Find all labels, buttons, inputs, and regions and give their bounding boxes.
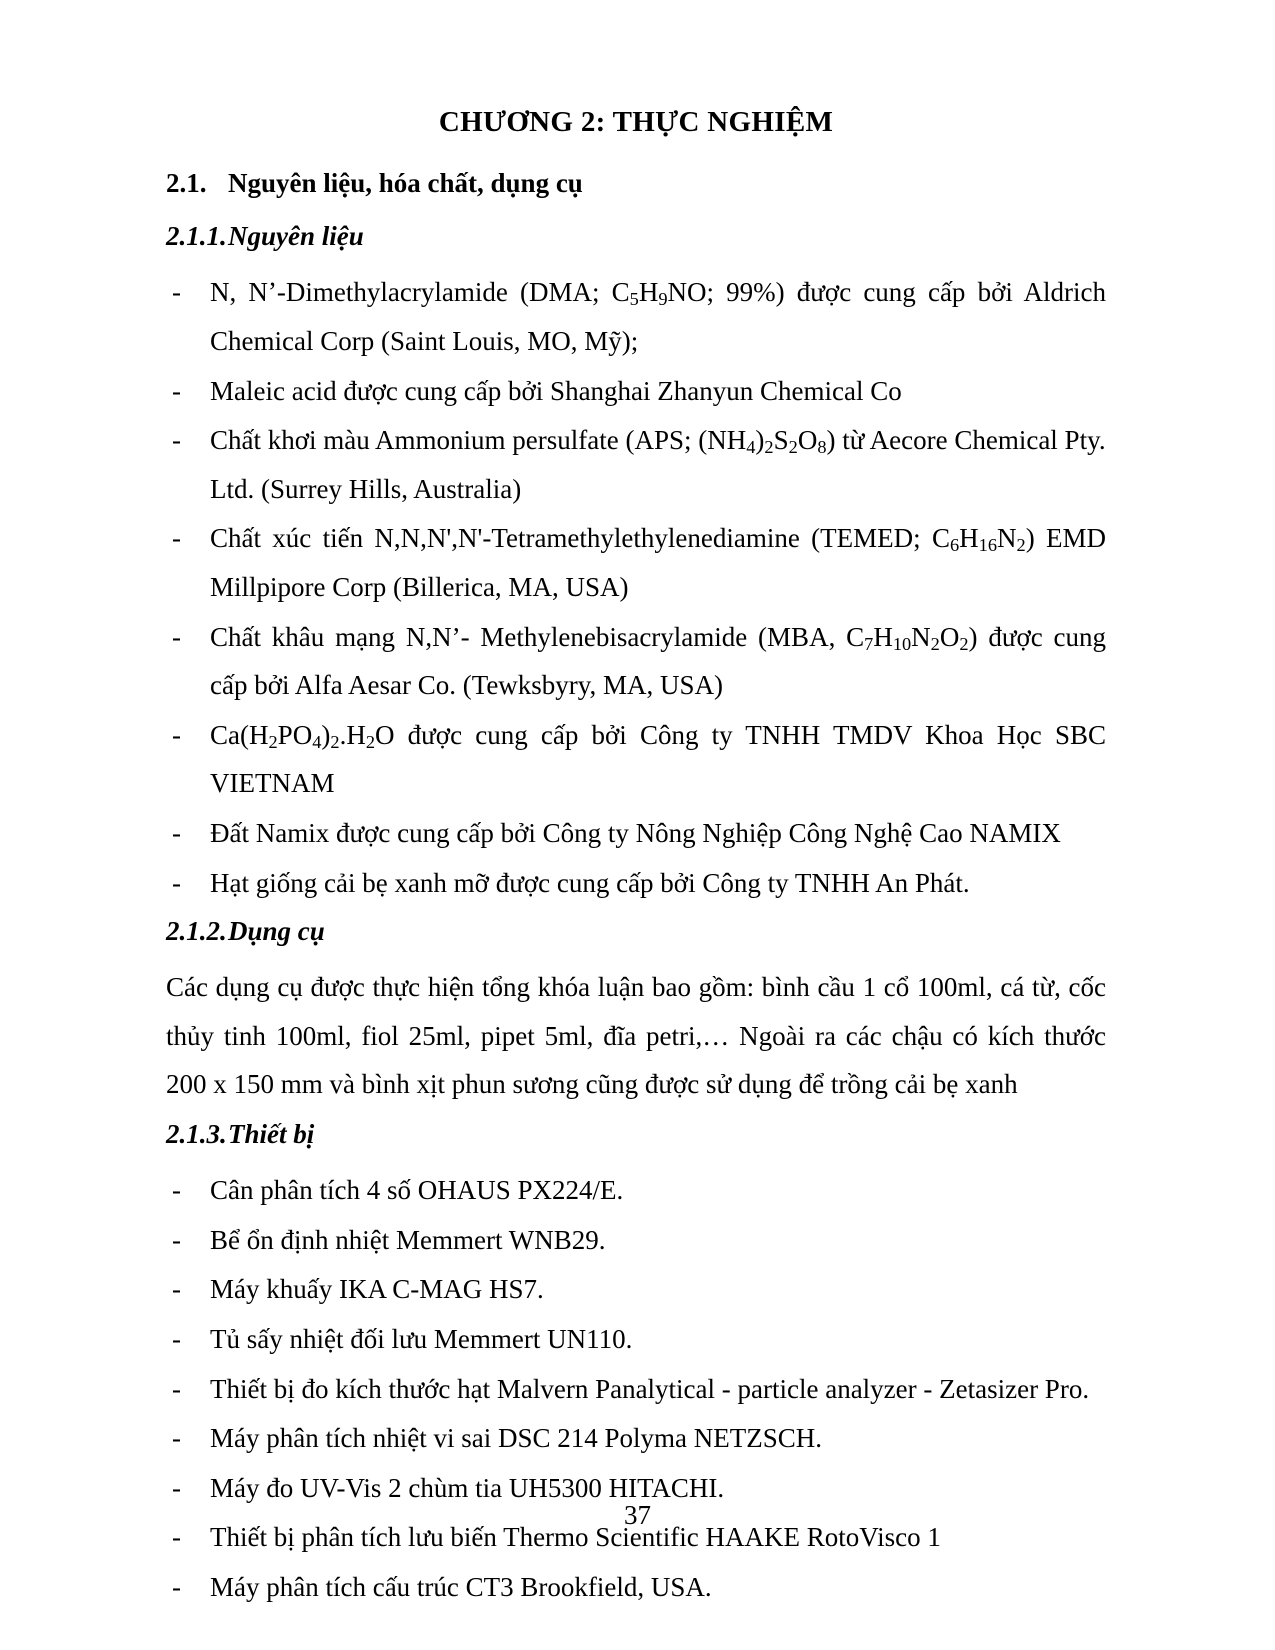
heading-2-1-2-number: 2.1.2. bbox=[166, 916, 227, 947]
dma-sub-2: 9 bbox=[658, 289, 668, 310]
heading-2-1-2-title: Dụng cụ bbox=[228, 916, 325, 947]
list-item-text: Máy khuấy IKA C-MAG HS7. bbox=[210, 1274, 544, 1305]
dma-mid-3: NO; 99%) được cung cấp bởi Aldrich Chemical Corp (Saint Louis, MO, Mỹ); bbox=[210, 277, 1106, 357]
aps-sub-4: 8 bbox=[817, 437, 827, 458]
list-item-text: Tủ sấy nhiệt đối lưu Memmert UN110. bbox=[210, 1323, 633, 1354]
list-item-text bbox=[210, 613, 1106, 710]
list-item-text: Maleic acid được cung cấp bởi Shanghai Zhanyun Chemical Co bbox=[210, 375, 902, 406]
list-item bbox=[166, 1563, 1106, 1612]
heading-2-1-1-number: 2.1.1. bbox=[166, 221, 227, 252]
list-item bbox=[166, 613, 1106, 710]
list-item bbox=[166, 809, 1106, 858]
chapter-title: CHƯƠNG 2: THỰC NGHIỆM bbox=[438, 106, 834, 138]
mba-pre: Chất khâu mạng N,N’- Methylenebisacrylamide (MBA, C bbox=[210, 621, 865, 652]
page-content bbox=[166, 104, 1106, 1612]
heading-2-1-3-number: 2.1.3. bbox=[166, 1119, 227, 1150]
heading-2-1 bbox=[166, 166, 1106, 201]
bullet-dash-icon: - bbox=[172, 1274, 181, 1305]
aps-mid-2: S bbox=[773, 425, 789, 456]
list-item bbox=[166, 1365, 1106, 1414]
mba-mid-1: H bbox=[873, 621, 893, 652]
heading-2-1-1-title: Nguyên liệu bbox=[228, 221, 364, 252]
temed-sub-3: 2 bbox=[1016, 535, 1026, 556]
aps-sub-1: 4 bbox=[746, 437, 756, 458]
caphos-sub-2: 4 bbox=[312, 731, 322, 752]
list-item-text bbox=[210, 514, 1106, 611]
temed-mid-1: H bbox=[959, 523, 979, 554]
list-item-text: Thiết bị đo kích thước hạt Malvern Panalytical - particle analyzer - Zetasizer Pro. bbox=[210, 1373, 1090, 1404]
aps-mid-3: O bbox=[797, 425, 818, 456]
bullet-dash-icon: - bbox=[172, 425, 181, 456]
dma-prefix: N, N bbox=[210, 277, 268, 308]
aps-post: ) từ Aecore Chemical Pty. Ltd. (Surrey Hills, Australia) bbox=[210, 425, 1106, 504]
dma-apostrophe: ʼ bbox=[267, 277, 277, 308]
mba-sub-2: 10 bbox=[892, 633, 912, 654]
nguyen-lieu-list bbox=[166, 268, 1106, 907]
caphos-sub-4: 2 bbox=[365, 731, 375, 752]
aps-pre: Chất khơi màu Ammonium persulfate (APS; (NH bbox=[210, 425, 747, 456]
list-item bbox=[166, 711, 1106, 808]
dma-mid: -Dimethylacrylamide (DMA; C bbox=[276, 277, 630, 308]
caphos-sub-3: 2 bbox=[330, 731, 340, 752]
bullet-dash-icon: - bbox=[172, 277, 181, 308]
caphos-post: được cung cấp bởi Công ty TNHH TMDV Khoa Học SBC VIETNAM bbox=[210, 719, 1106, 799]
mba-sub-1: 7 bbox=[864, 633, 874, 654]
bullet-dash-icon: - bbox=[172, 375, 181, 406]
list-item-text bbox=[210, 268, 1106, 365]
list-item bbox=[166, 1166, 1106, 1215]
caphos-mid-2: ) bbox=[321, 719, 331, 750]
dma-sub-1: 5 bbox=[629, 289, 639, 310]
list-item-text: Đất Namix được cung cấp bởi Công ty Nông Nghiệp Công Nghệ Cao NAMIX bbox=[210, 817, 1061, 848]
dung-cu-paragraph: Các dụng cụ được thực hiện tổng khóa luận bao gồm: bình cầu 1 cổ 100ml, cá từ, cốc thủy tinh 100ml, fiol 25ml, pipet 5ml, đĩa petri,… Ngoài ra các chậu có kích thước 200 x 150 mm và bình xịt phun sương cũng được sử dụng để trồng cải bẹ xanh bbox=[166, 972, 1106, 1100]
aps-sub-3: 2 bbox=[788, 437, 798, 458]
list-item-text: Cân phân tích 4 số OHAUS PX224/E. bbox=[210, 1175, 624, 1206]
temed-pre: Chất xúc tiến N,N,N',N'-Tetramethylethylenediamine (TEMED; C bbox=[210, 523, 950, 554]
heading-2-1-number: 2.1. bbox=[166, 168, 207, 199]
list-item bbox=[166, 1315, 1106, 1364]
aps-mid-1: ) bbox=[755, 425, 765, 456]
heading-2-1-3-title: Thiết bị bbox=[228, 1119, 315, 1150]
caphos-mid-1: PO bbox=[277, 719, 313, 750]
heading-2-1-title: Nguyên liệu, hóa chất, dụng cụ bbox=[228, 168, 583, 199]
list-item-text: Bể ổn định nhiệt Memmert WNB29. bbox=[210, 1224, 606, 1255]
caphos-mid-3: .H bbox=[339, 719, 366, 750]
temed-mid-2: N bbox=[997, 523, 1017, 554]
caphos-mid-4: O bbox=[375, 719, 395, 750]
list-item bbox=[166, 859, 1106, 908]
list-item bbox=[166, 1216, 1106, 1265]
list-item-text: Thiết bị phân tích lưu biến Thermo Scientific HAAKE RotoVisco 1 bbox=[210, 1522, 941, 1553]
heading-2-1-1 bbox=[166, 219, 1106, 254]
bullet-dash-icon: - bbox=[172, 1323, 181, 1354]
thiet-bi-list bbox=[166, 1166, 1106, 1611]
heading-2-1-3 bbox=[166, 1117, 1106, 1152]
heading-2-1-2 bbox=[166, 914, 1106, 949]
list-item-text: Máy đo UV-Vis 2 chùm tia UH5300 HITACHI. bbox=[210, 1472, 725, 1503]
list-item-text bbox=[210, 416, 1106, 513]
mba-post: ) được cung cấp bởi Alfa Aesar Co. (Tewksbyry, MA, USA) bbox=[210, 621, 1107, 701]
aps-sub-2: 2 bbox=[764, 437, 774, 458]
list-item bbox=[166, 514, 1106, 611]
temed-post: ) EMD Millpipore Corp (Billerica, MA, USA) bbox=[210, 523, 1106, 602]
list-item-text: Hạt giống cải bẹ xanh mỡ được cung cấp bởi Công ty TNHH An Phát. bbox=[210, 867, 970, 898]
bullet-dash-icon: - bbox=[172, 1472, 181, 1503]
list-item-text: Máy phân tích cấu trúc CT3 Brookfield, USA. bbox=[210, 1571, 712, 1602]
bullet-dash-icon: - bbox=[172, 1423, 181, 1454]
mba-sub-3: 2 bbox=[930, 633, 940, 654]
list-item bbox=[166, 268, 1106, 365]
mba-sub-4: 2 bbox=[959, 633, 969, 654]
page-number: 37 bbox=[624, 1500, 651, 1530]
dma-mid-2: H bbox=[638, 277, 659, 308]
temed-sub-1: 6 bbox=[949, 535, 960, 556]
bullet-dash-icon: - bbox=[172, 1373, 181, 1404]
list-item bbox=[166, 416, 1106, 513]
bullet-dash-icon: - bbox=[172, 1522, 181, 1553]
bullet-dash-icon: - bbox=[172, 867, 181, 898]
list-item-text: Máy phân tích nhiệt vi sai DSC 214 Polyma NETZSCH. bbox=[210, 1423, 822, 1454]
caphos-sub-1: 2 bbox=[268, 731, 278, 752]
bullet-dash-icon: - bbox=[172, 719, 181, 750]
bullet-dash-icon: - bbox=[172, 523, 181, 554]
list-item bbox=[166, 1414, 1106, 1463]
bullet-dash-icon: - bbox=[172, 621, 181, 652]
caphos-pre: Ca(H bbox=[210, 719, 269, 750]
list-item bbox=[166, 367, 1106, 416]
bullet-dash-icon: - bbox=[172, 817, 181, 848]
bullet-dash-icon: - bbox=[172, 1224, 181, 1255]
mba-mid-2: N bbox=[911, 621, 931, 652]
list-item bbox=[166, 1265, 1106, 1314]
bullet-dash-icon: - bbox=[172, 1175, 181, 1206]
list-item-text bbox=[210, 711, 1106, 808]
temed-sub-2: 16 bbox=[978, 535, 997, 556]
mba-mid-3: O bbox=[939, 621, 960, 652]
bullet-dash-icon: - bbox=[172, 1571, 181, 1602]
